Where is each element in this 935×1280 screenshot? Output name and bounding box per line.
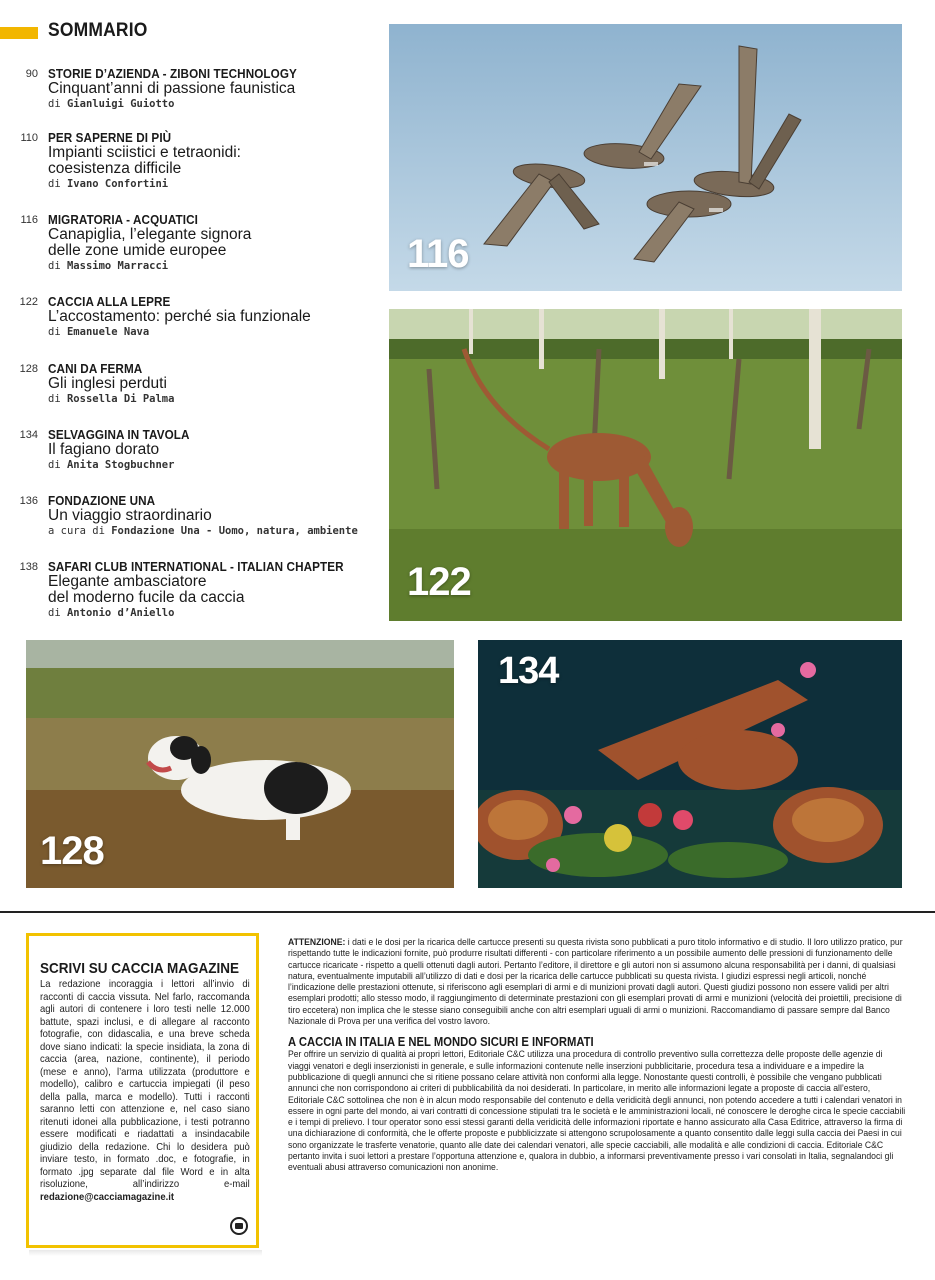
photo-ducks[interactable] bbox=[389, 24, 902, 291]
toc-author: di Massimo Marracci bbox=[48, 260, 169, 272]
toc-title-line: Il fagiano dorato bbox=[48, 441, 160, 458]
photo-page-number: 128 bbox=[40, 829, 104, 873]
toc-page-number: 116 bbox=[20, 214, 38, 226]
toc-title-line: Gli inglesi perduti bbox=[48, 375, 167, 392]
toc-page-number: 138 bbox=[19, 561, 38, 573]
photo-page-number: 134 bbox=[498, 650, 559, 692]
toc-page-number: 136 bbox=[19, 495, 38, 507]
toc-section: PER SAPERNE DI PIÙ bbox=[48, 130, 172, 145]
toc-page-number: 122 bbox=[19, 296, 38, 308]
submission-box-title: SCRIVI SU CACCIA MAGAZINE bbox=[40, 960, 240, 977]
toc-author: di Emanuele Nava bbox=[48, 326, 150, 338]
toc-title-line: L’accostamento: perché sia funzionale bbox=[48, 308, 311, 325]
toc-section: SELVAGGINA IN TAVOLA bbox=[48, 427, 190, 442]
toc-title-line: delle zone umide europee bbox=[48, 242, 227, 259]
toc-title-line: del moderno fucile da caccia bbox=[48, 589, 245, 606]
toc-page-number: 90 bbox=[25, 68, 38, 80]
section-divider bbox=[0, 911, 935, 913]
toc-section: MIGRATORIA - ACQUATICI bbox=[48, 212, 198, 227]
safety-heading: A CACCIA IN ITALIA E NEL MONDO SICURI E INFORMATI bbox=[288, 1035, 594, 1050]
header-accent-bar bbox=[0, 27, 38, 39]
toc-author: di Ivano Confortini bbox=[48, 178, 169, 190]
toc-author: di Rossella Di Palma bbox=[48, 393, 175, 405]
notices bbox=[288, 937, 906, 1174]
photo-pointer-dog[interactable] bbox=[26, 640, 454, 888]
photo-page-number: 122 bbox=[407, 560, 471, 604]
toc-title-line: coesistenza difficile bbox=[48, 160, 182, 177]
reload-notice: ATTENZIONE: i dati e le dosi per la ricarica delle cartucce presenti su questa rivista sono pubblicati a puro titolo informativo e di studio. Il loro utilizzo pratico, pur rispettando tutte le indicazioni fornite, può produrre risultati differenti - con particolare riferimento a un possibile aumento delle pressioni di funzionamento delle cartucce ricaricate - rispetto a quelli ottenuti dagli autori. Pertanto l’editore, il direttore e gli autori non si assumono alcuna responsabilità per i danni, di qualsiasi natura, eventualmente imputabili all’utilizzo di dati e dosi per la ricarica delle cartucce pubblicati su questa rivista. I giudizi espressi negli articoli, nonché l’indicazione delle prestazioni ottenute, si riferiscono agli esemplari di armi e di munizioni provati dagli autori. Questi giudizi possono non essere validi per altri esemplari prodotti; allo stesso modo, il raggiungimento di determinate prestazioni con gli esemplari provati di armi e munizioni (velocità dei proiettili, precisione di tiro eccetera) non implica che le stesse siano conseguibili anche con altri esemplari uguali di armi o munizioni. Raccomandiamo di passare sempre dal Banco Nazionale di Prova per una verifica del vostro lavoro. bbox=[288, 937, 903, 1028]
toc-title-line: Cinquant’anni di passione faunistica bbox=[48, 80, 296, 97]
toc-author: di Gianluigi Guiotto bbox=[48, 98, 175, 110]
toc-title-line: Canapiglia, l’elegante signora bbox=[48, 226, 252, 243]
toc-section: CACCIA ALLA LEPRE bbox=[48, 294, 171, 309]
submission-box-text: La redazione incoraggia i lettori all’invio di racconti di caccia vissuta. Nel farlo, raccomanda agli autori di contenere i loro testi nelle 12.000 battute, spazi inclusi, e di allegare al racconto fotografie, con didascalia, e una breve scheda dove siano indicati: la specie insidiata, la zona di caccia (area, nazione, continente), il periodo (mese e anno), l’arma utilizzata (produttore e modello), calibro e cartuccia impiegati (il peso della palla, marca e modello). Tutti i racconti saranno letti con attenzione e, nel caso siano ritenuti idonei alla pubblicazione, i testi potranno essere modificati e riadattati a insindacabile giudizio della redazione. Chi lo desidera può inviare testo, in formato .doc, e fotografie, in formato .jpg separate dal file Word e in alta risoluzione, all’indirizzo e-mail redazione@cacciamagazine.it bbox=[40, 979, 250, 1203]
toc-section: FONDAZIONE UNA bbox=[48, 493, 156, 508]
toc-title-line: Impianti sciistici e tetraonidi: bbox=[48, 144, 241, 161]
toc-author: a cura di Fondazione Una - Uomo, natura, ambiente bbox=[48, 525, 358, 537]
safety-text: Per offrire un servizio di qualità ai propri lettori, Editoriale C&C utilizza una procedura di controllo preventivo sulla correttezza delle proposte delle agenzie di viaggi venatori e degli inserzionisti in generale, e sulle informazioni contenute nelle inserzioni pubblicitarie, procedura tesa a individuare e a impedire la pubblicazione di quegli annunci che si ritiene possano celare attività non conformi alla legge. Nonostante questi controlli, è possibile che vengano pubblicati annunci che non corrispondono ai criteri di pubblicabilità da noi desiderati. In particolare, in merito alle informazioni legate a proposte di caccia all’estero, Editoriale C&C sottolinea che non è in alcun modo responsabile del contenuto e della veridicità degli annunci, non potendo accedere a tutti i calendari venatori in essere in ogni parte del mondo, ai vari contratti di concessione stipulati tra le società e le amministrazioni locali, né conoscere le deroghe circa le specie cacciabili e i tempi di prelievo. I tour operator sono essi stessi garanti della veridicità delle informazioni riportate e hanno assicurato alla Casa Editrice, attraverso la firma di una dichiarazione di conformità, che le offerte proposte e pubblicizzate si attengono scrupolosamente a quanto consentito dalle leggi sulla caccia dei Paesi in cui sono organizzate le trasferte venatorie, quanto alle date dei calendari venatori, alle specie cacciabili, alle modalità e alle condizioni di caccia. Editoriale C&C pertanto invita i suoi lettori a prestare l’opportuna attenzione e, qualora in dubbio, a informarsi preventivamente presso i vari consolati in Italia, segnalandoci gli eventuali abusi attraverso comunicazioni non anonime. bbox=[288, 1049, 906, 1174]
toc-page-number: 134 bbox=[19, 429, 38, 441]
email-icon bbox=[230, 1217, 248, 1235]
toc-title-line: Un viaggio straordinario bbox=[48, 507, 212, 524]
toc-section: SAFARI CLUB INTERNATIONAL - ITALIAN CHAPTER bbox=[48, 559, 344, 574]
toc-title-line: Elegante ambasciatore bbox=[48, 573, 207, 590]
photo-pheasants[interactable] bbox=[478, 640, 902, 888]
toc-author: di Antonio d’Aniello bbox=[48, 607, 175, 619]
submission-box bbox=[26, 933, 259, 1248]
toc-section: CANI DA FERMA bbox=[48, 361, 143, 376]
box-shadow bbox=[29, 1250, 262, 1256]
toc-page-number: 128 bbox=[19, 363, 38, 375]
page-title: SOMMARIO bbox=[48, 20, 148, 41]
photo-hound-vineyard[interactable] bbox=[389, 309, 902, 621]
toc-author: di Anita Stogbuchner bbox=[48, 459, 175, 471]
toc-section: STORIE D’AZIENDA - ZIBONI TECHNOLOGY bbox=[48, 66, 297, 81]
submission-email-link[interactable]: redazione@cacciamagazine.it bbox=[40, 1191, 175, 1203]
photo-page-number: 116 bbox=[407, 232, 469, 276]
toc-page-number: 110 bbox=[20, 132, 38, 144]
